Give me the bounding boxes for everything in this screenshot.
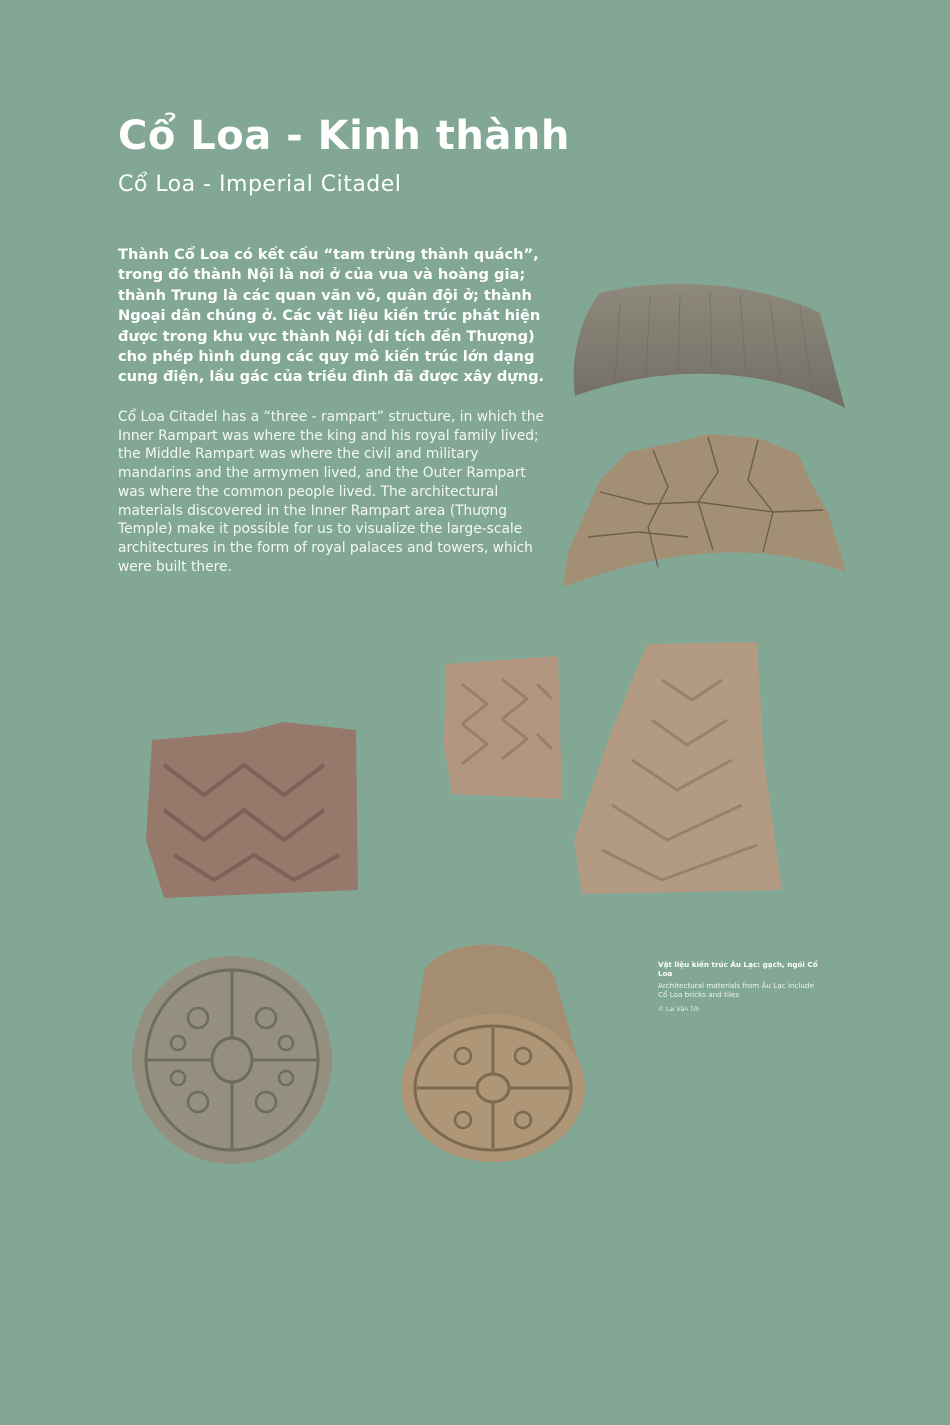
page-title: Cổ Loa - Kinh thành	[118, 113, 570, 159]
brick-square-image	[144, 720, 360, 902]
page-subtitle: Cổ Loa - Imperial Citadel	[118, 172, 402, 197]
roof-tile-gray-image	[560, 278, 850, 413]
vietnamese-description: Thành Cổ Loa có kết cấu “tam trùng thành quách”, trong đó thành Nội là nơi ở của vua và hoàng gia; thành Trung là các quan văn võ, quân đội ở; thành Ngoại dân chúng ở. Các vật liệu kiến trúc phát hiện được trong khu vực thành Nội (di tích đền Thượng) cho phép hình dung các quy mô kiến trúc lớn dạng cung điện, lầu gác của triều đình đã được xây dựng.	[118, 246, 545, 386]
brick-small-image	[442, 654, 564, 802]
image-caption	[658, 960, 818, 1014]
brick-tall-image	[572, 640, 784, 896]
caption-credit: © Lại Văn Tới	[658, 1006, 699, 1013]
round-tile-end-gray-image	[128, 948, 336, 1168]
caption-vietnamese: Vật liệu kiến trúc Âu Lạc: gạch, ngói Cổ Loa	[658, 960, 818, 978]
caption-english: Architectural materials from Âu Lạc include Cổ Loa bricks and tiles	[658, 981, 814, 999]
roof-tile-cracked-image	[558, 432, 850, 590]
round-tile-end-cylinder-image	[385, 938, 587, 1166]
english-description: Cổ Loa Citadel has a “three - rampart” structure, in which the Inner Rampart was where the king and his royal family lived; the Middle Rampart was where the civil and military mandarins and the armymen lived, and the Outer Rampart was where the common people lived. The architectural materials discovered in the Inner Rampart area (Thượng Temple) make it possible for us to visualize the large-scale architectures in the form of royal palaces and towers, which were built there.	[118, 409, 544, 575]
